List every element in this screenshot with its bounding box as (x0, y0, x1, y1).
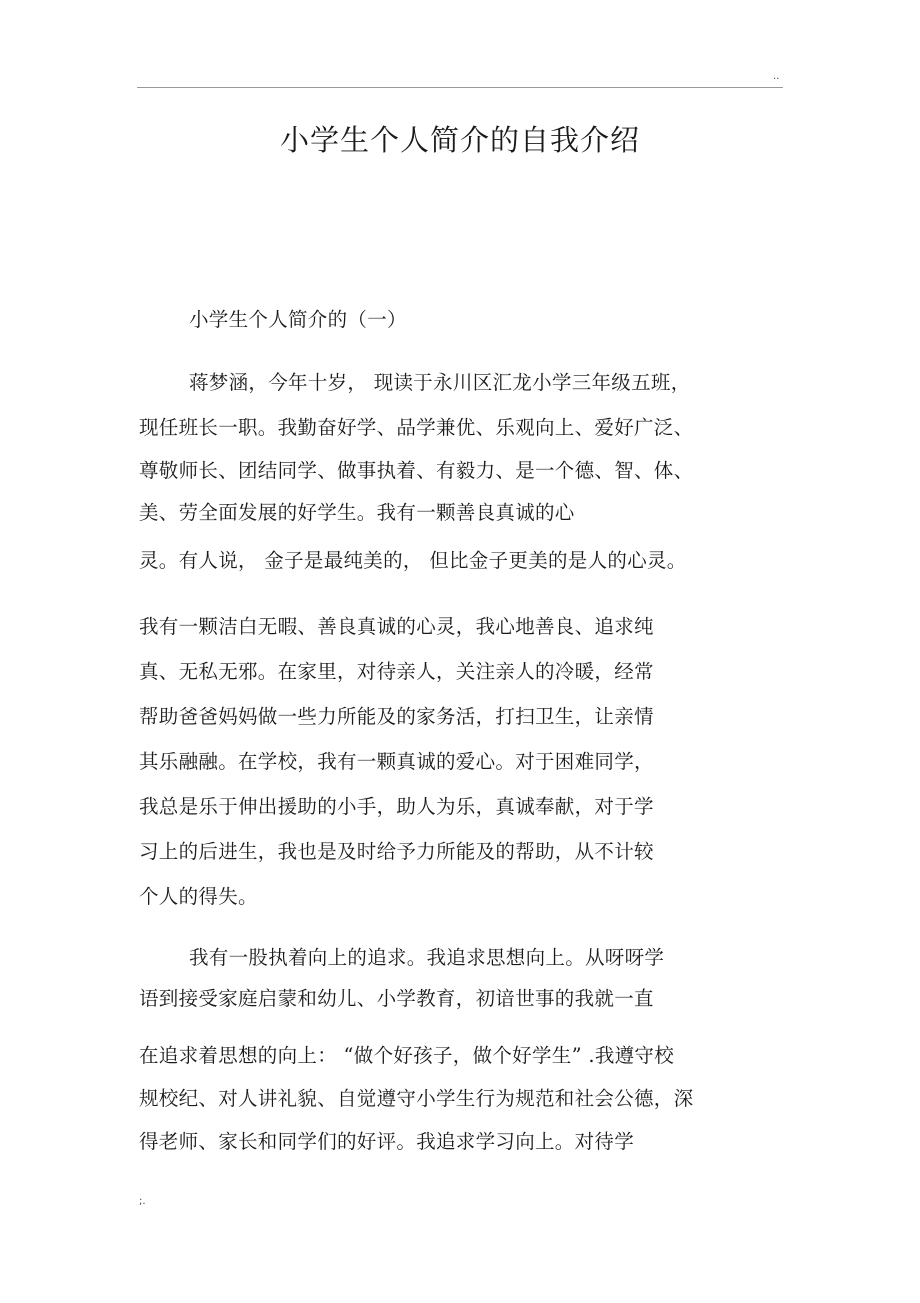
paragraph-line: 语到接受家庭启蒙和幼儿、小学教育，初谙世事的我就一直 (139, 987, 654, 1010)
document-title: 小学生个人简介的自我介绍 (279, 123, 640, 157)
paragraph-line: 我有一股执着向上的追求。我追求思想向上。从呀呀学 (189, 946, 665, 969)
paragraph-line: 我总是乐于伸出援助的小手，助人为乐，真诚奉献，对于学 (139, 795, 654, 818)
paragraph-line: 得老师、家长和同学们的好评。我追求学习向上。对待学 (139, 1130, 635, 1153)
paragraph-line: 个人的得失。 (139, 885, 258, 908)
header-rule (137, 87, 783, 88)
paragraph-line: 美、劳全面发展的好学生。我有一颗善良真诚的心 (139, 501, 575, 524)
paragraph-line: 习上的后进生，我也是及时给予力所能及的帮助，从不计较 (139, 840, 654, 863)
paragraph-line: 其乐融融。在学校，我有一颗真诚的爱心。对于困难同学， (139, 750, 654, 773)
header-mark: .. (773, 71, 780, 82)
paragraph-line: 规校纪、对人讲礼貌、自觉遵守小学生行为规范和社会公德，深 (139, 1087, 694, 1110)
section-subheading: 小学生个人简介的（一） (189, 308, 407, 331)
paragraph-line: 在追求着思想的向上： “做个好孩子，做个好学生” .我遵守校 (139, 1044, 675, 1067)
paragraph-line: 灵。有人说， 金子是最纯美的， 但比金子更美的是人的心灵。 (139, 549, 687, 572)
paragraph-line: 尊敬师长、团结同学、做事执着、有毅力、是一个德、智、体、 (139, 459, 694, 482)
paragraph-line: 现任班长一职。我勤奋好学、品学兼优、乐观向上、爱好广泛、 (139, 416, 694, 439)
paragraph-line: 帮助爸爸妈妈做一些力所能及的家务活，打扫卫生，让亲情 (139, 705, 654, 728)
footer-mark: ;. (139, 1196, 146, 1207)
paragraph-line: 蒋梦涵，今年十岁， 现读于永川区汇龙小学三年级五班， (189, 371, 691, 394)
paragraph-line: 我有一颗洁白无暇、善良真诚的心灵，我心地善良、追求纯 (139, 615, 654, 638)
paragraph-line: 真、无私无邪。在家里，对待亲人，关注亲人的冷暖，经常 (139, 660, 654, 683)
